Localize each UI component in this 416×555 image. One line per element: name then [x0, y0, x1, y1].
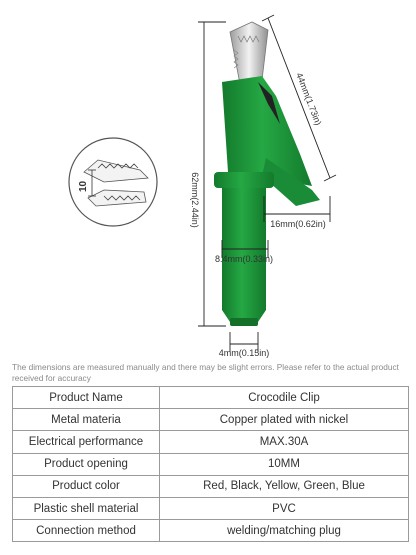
spec-label: Product color	[13, 475, 160, 497]
jaw-opening-inset	[69, 138, 157, 226]
table-row	[13, 520, 409, 542]
table-row	[13, 497, 409, 519]
total-length-label: 62mm(2.44in)	[190, 172, 200, 228]
opening-value-label: 10	[78, 180, 89, 192]
table-row	[13, 387, 409, 409]
spec-label: Electrical performance	[13, 431, 160, 453]
spec-label: Product Name	[13, 387, 160, 409]
spec-value: Red, Black, Yellow, Green, Blue	[160, 475, 409, 497]
spec-value: Copper plated with nickel	[160, 409, 409, 431]
spec-label: Connection method	[13, 520, 160, 542]
table-row	[13, 409, 409, 431]
shell-width-label: 16mm(0.62in)	[270, 219, 326, 229]
measurement-note: The dimensions are measured manually and there may be slight errors. Please refer to the actual product received for accuracy	[12, 362, 399, 383]
spec-value: welding/matching plug	[160, 520, 409, 542]
spec-table	[12, 386, 409, 542]
table-row	[13, 431, 409, 453]
spec-value: 10MM	[160, 453, 409, 475]
tip-width-label: 4mm(0.15in)	[218, 348, 270, 358]
sleeve-width-label: 8.4mm(0.33in)	[214, 254, 274, 264]
table-row	[13, 453, 409, 475]
spec-value: PVC	[160, 497, 409, 519]
spec-value: MAX.30A	[160, 431, 409, 453]
spec-label: Metal materia	[13, 409, 160, 431]
table-row	[13, 475, 409, 497]
spec-label: Product opening	[13, 453, 160, 475]
crocodile-clip-image	[214, 22, 320, 326]
jaw-length-label: 44mm(1.73in)	[294, 71, 324, 127]
spec-value: Crocodile Clip	[160, 387, 409, 409]
spec-label: Plastic shell material	[13, 497, 160, 519]
